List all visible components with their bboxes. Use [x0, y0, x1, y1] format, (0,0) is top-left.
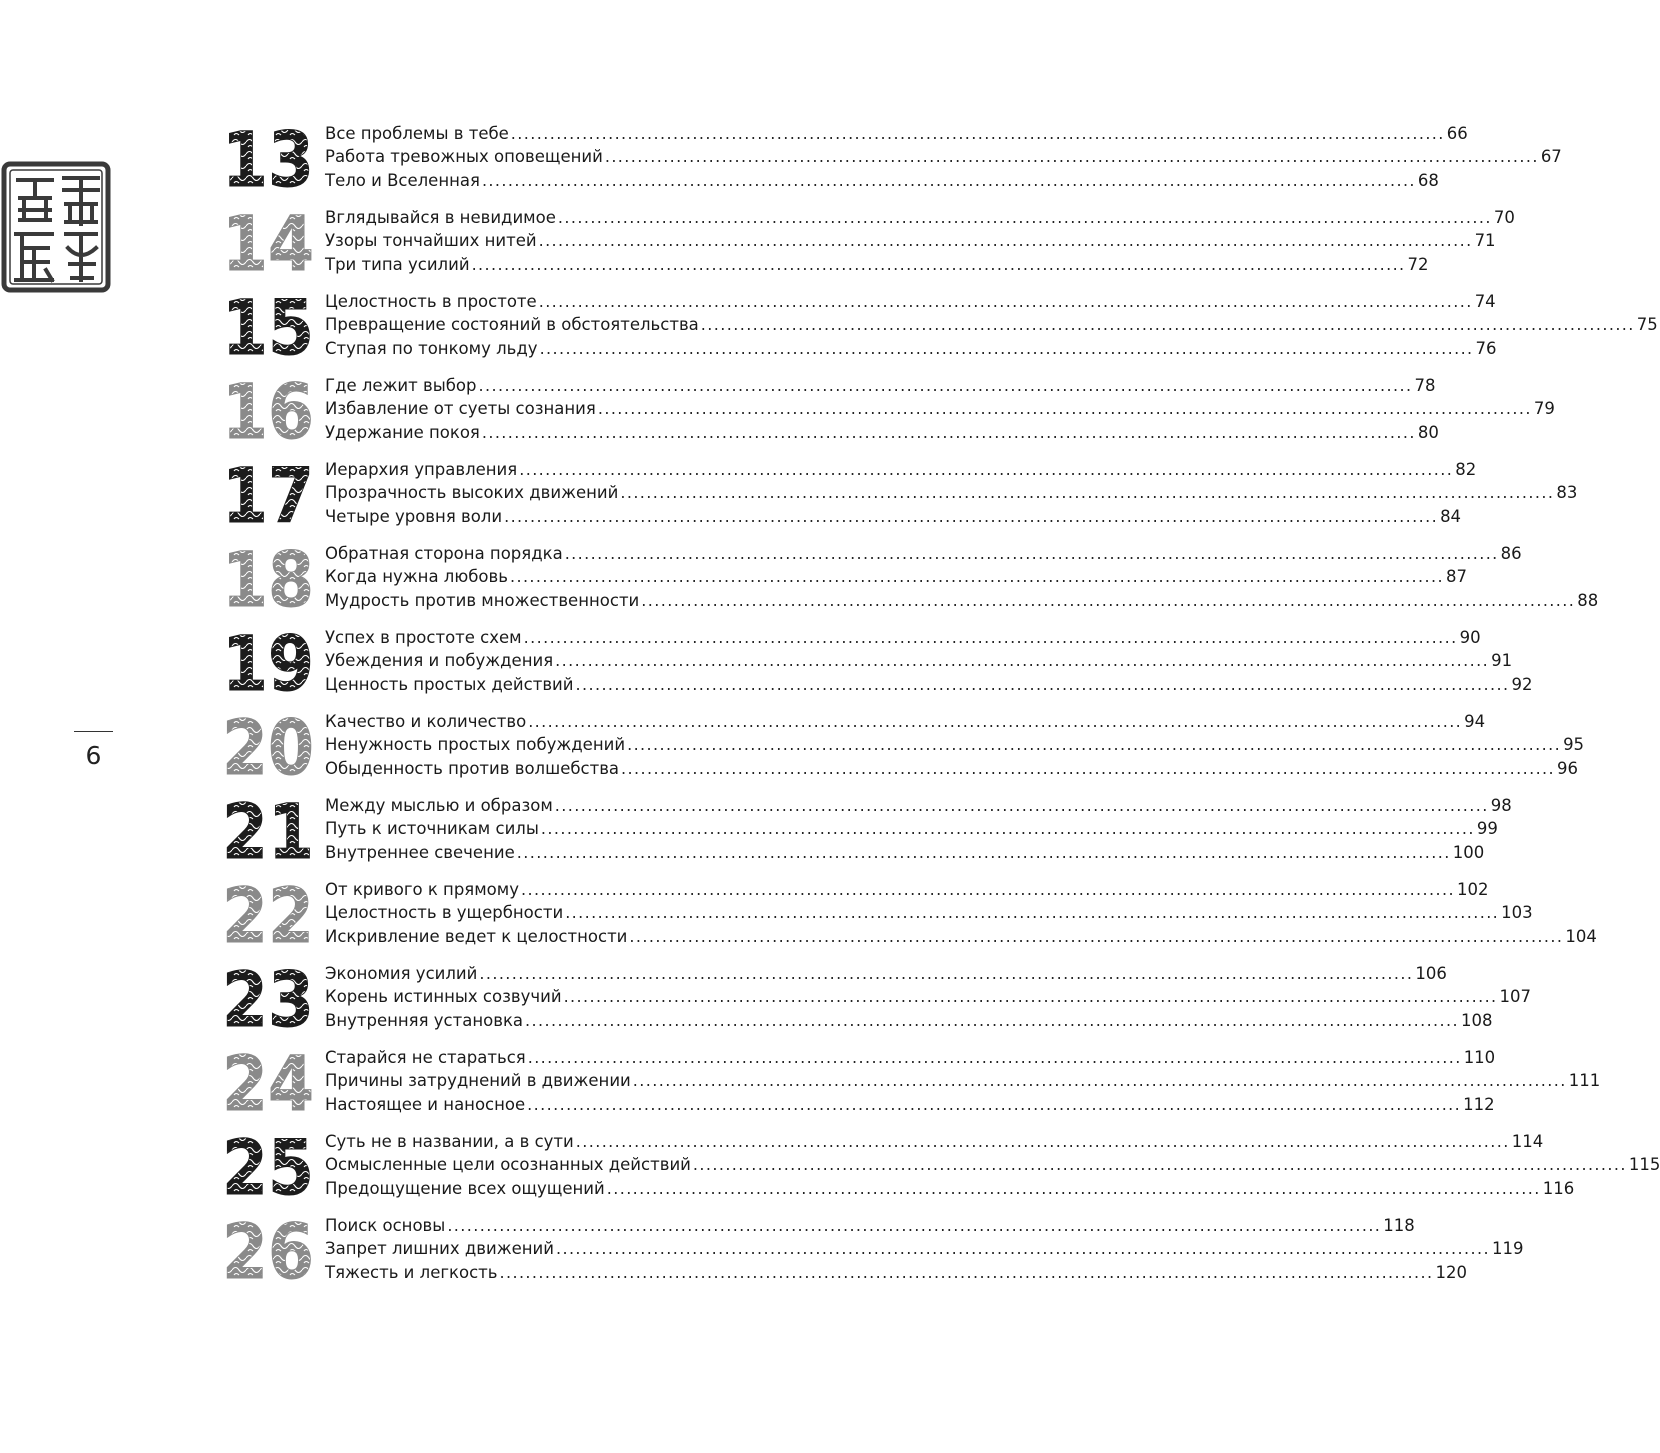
- toc-entry-title: Обыденность против волшебства: [325, 758, 620, 778]
- dot-leader: [521, 878, 1455, 901]
- chapter-entries: [325, 794, 1512, 864]
- chapter-entries: [325, 962, 1532, 1032]
- chapter-number-text: 17: [222, 451, 314, 540]
- toc-entry[interactable]: [325, 374, 1436, 397]
- toc-entry-page: 80: [1417, 422, 1439, 442]
- toc-entry-page: 87: [1445, 567, 1467, 587]
- toc-entry[interactable]: [325, 505, 1462, 528]
- toc-entry[interactable]: [325, 1093, 1495, 1116]
- toc-entry-page: 75: [1636, 315, 1658, 335]
- dot-leader: [641, 589, 1575, 612]
- toc-entry-page: 119: [1491, 1239, 1524, 1259]
- dot-leader: [510, 565, 1444, 588]
- chapter-number-text: 19: [222, 619, 314, 708]
- dot-leader: [621, 757, 1555, 780]
- dot-leader: [555, 649, 1489, 672]
- chapter-block: [218, 1123, 1660, 1212]
- chapter-number: [218, 703, 316, 792]
- toc-entry[interactable]: [325, 337, 1497, 360]
- toc-entry[interactable]: [325, 1009, 1493, 1032]
- toc-entry-page: 99: [1476, 819, 1498, 839]
- toc-entry-title: Тяжесть и легкость: [325, 1262, 498, 1282]
- dot-leader: [539, 290, 1473, 313]
- toc-entry-title: Экономия усилий: [325, 964, 478, 983]
- toc-entry[interactable]: [325, 589, 1599, 612]
- dot-leader: [627, 733, 1561, 756]
- toc-entry-title: Внутренняя установка: [325, 1010, 524, 1030]
- dot-leader: [541, 817, 1475, 840]
- toc-entry-title: Поиск основы: [325, 1216, 446, 1235]
- dot-leader: [511, 122, 1445, 145]
- toc-entry[interactable]: [325, 421, 1439, 444]
- toc-entry-page: 96: [1557, 758, 1579, 778]
- chapter-block: [218, 787, 1512, 876]
- chapter-number: [218, 619, 316, 708]
- toc-entry-title: Осмысленные цели осознанных действий: [325, 1155, 691, 1175]
- toc-entry-title: Обратная сторона порядка: [325, 544, 563, 563]
- toc-entry-page: 83: [1556, 483, 1578, 503]
- chapter-number: [218, 535, 316, 624]
- dot-leader: [605, 145, 1539, 168]
- chapter-number-text: 18: [222, 535, 314, 624]
- toc-entry[interactable]: [325, 1214, 1415, 1237]
- chapter-block: [218, 367, 1555, 456]
- toc-entry-title: Путь к источникам силы: [325, 819, 539, 839]
- toc-entry-title: Прозрачность высоких движений: [325, 483, 619, 503]
- chapter-block: [218, 535, 1599, 624]
- toc-entry-page: 90: [1459, 628, 1481, 647]
- dot-leader: [701, 313, 1635, 336]
- dot-leader: [598, 397, 1532, 420]
- toc-entry-title: Настоящее и наносное: [325, 1094, 526, 1114]
- dot-leader: [524, 626, 1458, 649]
- chapter-block: [218, 703, 1585, 792]
- chapter-number-text: 25: [222, 1123, 314, 1212]
- chapter-number-text: 15: [222, 283, 314, 372]
- toc-entry-title: Ненужность простых побуждений: [325, 735, 626, 755]
- toc-entry-page: 110: [1463, 1048, 1496, 1067]
- toc-entry-page: 78: [1414, 376, 1436, 395]
- toc-entry[interactable]: [325, 169, 1439, 192]
- toc-entry[interactable]: [325, 458, 1477, 481]
- chapter-entries: [325, 458, 1578, 528]
- chapter-number: [218, 955, 316, 1044]
- toc-entry[interactable]: [325, 817, 1498, 840]
- toc-entry[interactable]: [325, 313, 1658, 336]
- toc-entry-title: Целостность в простоте: [325, 292, 537, 311]
- toc-entry[interactable]: [325, 757, 1579, 780]
- toc-entry-page: 91: [1491, 651, 1513, 671]
- chapter-number: [218, 115, 316, 204]
- toc-entry[interactable]: [325, 733, 1585, 756]
- toc-entry-page: 116: [1542, 1178, 1575, 1198]
- dot-leader: [525, 1009, 1459, 1032]
- toc-entry-title: Когда нужна любовь: [325, 567, 508, 587]
- chapter-number-text: 21: [222, 787, 314, 876]
- chapter-entries: [325, 626, 1533, 696]
- toc-entry-page: 114: [1511, 1132, 1544, 1151]
- toc-entry-title: Ступая по тонкому льду: [325, 338, 538, 358]
- toc-entry[interactable]: [325, 1261, 1467, 1284]
- dot-leader: [558, 206, 1492, 229]
- toc-entry-title: Предощущение всех ощущений: [325, 1178, 605, 1198]
- dot-leader: [528, 710, 1462, 733]
- dot-leader: [482, 169, 1416, 192]
- chapter-entries: [325, 206, 1515, 276]
- dot-leader: [482, 421, 1416, 444]
- toc-entry[interactable]: [325, 673, 1533, 696]
- dot-leader: [539, 229, 1473, 252]
- chapter-number: [218, 451, 316, 540]
- chapter-number: [218, 367, 316, 456]
- dot-leader: [565, 542, 1499, 565]
- chapter-entries: [325, 542, 1599, 612]
- toc-entry-page: 103: [1501, 903, 1533, 923]
- toc-entry-title: Три типа усилий: [325, 254, 470, 274]
- dot-leader: [693, 1153, 1627, 1176]
- dot-leader: [540, 337, 1474, 360]
- toc-entry-title: Мудрость против множественности: [325, 590, 640, 610]
- toc-entry-title: Между мыслью и образом: [325, 796, 553, 815]
- toc-entry[interactable]: [325, 878, 1489, 901]
- chapter-block: [218, 1207, 1524, 1296]
- chapter-block: [218, 871, 1597, 960]
- toc-entry-page: 102: [1456, 880, 1489, 899]
- dot-leader: [447, 1214, 1381, 1237]
- chapter-block: [218, 1039, 1601, 1128]
- toc-entry-page: 74: [1474, 292, 1496, 311]
- dot-leader: [620, 481, 1554, 504]
- toc-entry-page: 71: [1474, 231, 1496, 251]
- toc-entry[interactable]: [325, 925, 1597, 948]
- toc-entry-page: 115: [1628, 1155, 1660, 1175]
- chapter-number-text: 23: [222, 955, 314, 1044]
- toc-entry-page: 88: [1577, 590, 1599, 610]
- chapter-entries: [325, 710, 1585, 780]
- toc-entry-page: 104: [1565, 926, 1597, 946]
- dot-leader: [556, 1237, 1490, 1260]
- toc-entry-title: Искривление ведет к целостности: [325, 926, 628, 946]
- toc-entry-title: Работа тревожных оповещений: [325, 147, 603, 167]
- toc-entry-title: Корень истинных созвучий: [325, 987, 562, 1007]
- seal-stamp-icon: [0, 160, 112, 294]
- dot-leader: [472, 253, 1406, 276]
- chapter-entries: [325, 122, 1562, 192]
- toc-entry-page: 84: [1440, 506, 1462, 526]
- toc-entry-title: От кривого к прямому: [325, 880, 519, 899]
- chapter-number: [218, 283, 316, 372]
- toc-entry[interactable]: [325, 145, 1562, 168]
- dot-leader: [633, 1069, 1567, 1092]
- toc-entry[interactable]: [325, 1177, 1575, 1200]
- toc-entry[interactable]: [325, 794, 1512, 817]
- chapter-number: [218, 199, 316, 288]
- toc-entry[interactable]: [325, 1130, 1544, 1153]
- toc-entry-title: Ценность простых действий: [325, 674, 574, 694]
- toc-entry-title: Успех в простоте схем: [325, 628, 522, 647]
- dot-leader: [519, 458, 1453, 481]
- chapter-entries: [325, 1214, 1524, 1284]
- dot-leader: [576, 1130, 1510, 1153]
- chapter-entries: [325, 1046, 1601, 1116]
- toc-entry-title: Где лежит выбор: [325, 376, 477, 395]
- toc-entry-page: 82: [1455, 460, 1477, 479]
- toc-entry-page: 106: [1415, 964, 1447, 983]
- dot-leader: [528, 1046, 1462, 1069]
- chapter-number-text: 16: [222, 367, 314, 456]
- dot-leader: [565, 901, 1499, 924]
- toc-entry[interactable]: [325, 253, 1429, 276]
- toc-entry[interactable]: [325, 985, 1532, 1008]
- toc-entry-page: 72: [1407, 254, 1429, 274]
- toc-entry-page: 66: [1446, 124, 1468, 143]
- chapter-entries: [325, 1130, 1660, 1200]
- chapter-block: [218, 115, 1562, 204]
- toc-entry[interactable]: [325, 229, 1496, 252]
- toc-entry-title: Суть не в названии, а в сути: [325, 1132, 574, 1151]
- chapter-block: [218, 451, 1578, 540]
- dot-leader: [629, 925, 1563, 948]
- toc-entry-title: Вглядывайся в невидимое: [325, 208, 556, 227]
- chapter-entries: [325, 374, 1555, 444]
- chapter-number-text: 20: [222, 703, 314, 792]
- toc-entry-page: 67: [1540, 147, 1562, 167]
- dot-leader: [499, 1261, 1433, 1284]
- chapter-number: [218, 1123, 316, 1212]
- toc-entry[interactable]: [325, 841, 1485, 864]
- toc-entry[interactable]: [325, 481, 1578, 504]
- dot-leader: [479, 962, 1413, 985]
- chapter-entries: [325, 290, 1658, 360]
- toc-entry[interactable]: [325, 206, 1515, 229]
- toc-entry-page: 112: [1463, 1094, 1495, 1114]
- toc-entry-page: 98: [1490, 796, 1512, 815]
- toc-entry-title: Убеждения и побуждения: [325, 651, 554, 671]
- chapter-entries: [325, 878, 1597, 948]
- chapter-block: [218, 199, 1515, 288]
- toc-entry[interactable]: [325, 1153, 1660, 1176]
- dot-leader: [517, 841, 1451, 864]
- toc-entry[interactable]: [325, 962, 1447, 985]
- chapter-number-text: 26: [222, 1207, 314, 1296]
- toc-entry-page: 86: [1500, 544, 1522, 563]
- toc-entry-page: 95: [1563, 735, 1585, 755]
- toc-entry-page: 79: [1533, 399, 1555, 419]
- toc-entry-title: Превращение состояний в обстоятельства: [325, 315, 699, 335]
- chapter-number: [218, 871, 316, 960]
- toc-entry[interactable]: [325, 542, 1522, 565]
- dot-leader: [527, 1093, 1461, 1116]
- toc-entry[interactable]: [325, 626, 1481, 649]
- toc-entry-title: Четыре уровня воли: [325, 506, 503, 526]
- toc-entry[interactable]: [325, 290, 1496, 313]
- toc-entry-title: Качество и количество: [325, 712, 527, 731]
- toc-entry-page: 107: [1499, 987, 1532, 1007]
- toc-entry-title: Причины затруднений в движении: [325, 1071, 631, 1091]
- toc-entry-title: Запрет лишних движений: [325, 1239, 554, 1259]
- chapter-block: [218, 955, 1532, 1044]
- toc-entry-title: Все проблемы в тебе: [325, 124, 509, 143]
- toc-entry-title: Целостность в ущербности: [325, 903, 564, 923]
- page-number-rule: [74, 731, 113, 732]
- chapter-block: [218, 619, 1533, 708]
- toc-entry[interactable]: [325, 397, 1555, 420]
- chapter-number: [218, 787, 316, 876]
- toc-entry-page: 108: [1461, 1010, 1493, 1030]
- toc-entry-page: 76: [1475, 338, 1497, 358]
- chapter-number: [218, 1039, 316, 1128]
- toc-entry[interactable]: [325, 710, 1486, 733]
- dot-leader: [576, 673, 1510, 696]
- dot-leader: [564, 985, 1498, 1008]
- chapter-number-text: 13: [222, 115, 314, 204]
- toc-entry-page: 92: [1511, 674, 1533, 694]
- toc-entry[interactable]: [325, 901, 1533, 924]
- dot-leader: [555, 794, 1489, 817]
- toc-entry-title: Избавление от суеты сознания: [325, 399, 596, 419]
- toc-entry-page: 70: [1493, 208, 1515, 227]
- toc-entry[interactable]: [325, 565, 1467, 588]
- toc-entry-page: 118: [1383, 1216, 1415, 1235]
- toc-entry[interactable]: [325, 1046, 1496, 1069]
- toc-entry-title: Тело и Вселенная: [325, 170, 480, 190]
- dot-leader: [479, 374, 1413, 397]
- toc-entry-title: Иерархия управления: [325, 460, 518, 479]
- toc-entry-title: Узоры тончайших нитей: [325, 231, 537, 251]
- toc-entry-page: 94: [1464, 712, 1486, 731]
- toc-entry-title: Внутреннее свечение: [325, 842, 515, 862]
- toc-entry-page: 68: [1417, 170, 1439, 190]
- toc-entry-page: 100: [1452, 842, 1485, 862]
- dot-leader: [607, 1177, 1541, 1200]
- chapter-number-text: 24: [222, 1039, 314, 1128]
- toc-entry[interactable]: [325, 122, 1468, 145]
- chapter-number: [218, 1207, 316, 1296]
- chapter-block: [218, 283, 1658, 372]
- page-number: 6: [85, 741, 102, 770]
- toc-entry-page: 111: [1568, 1071, 1601, 1091]
- dot-leader: [504, 505, 1438, 528]
- toc-entry[interactable]: [325, 1237, 1524, 1260]
- toc-entry-title: Старайся не стараться: [325, 1048, 526, 1067]
- toc-entry-page: 120: [1435, 1262, 1467, 1282]
- toc-entry-title: Удержание покоя: [325, 422, 480, 442]
- chapter-number-text: 22: [222, 871, 314, 960]
- chapter-number-text: 14: [222, 199, 314, 288]
- toc-entry[interactable]: [325, 1069, 1601, 1092]
- toc-entry[interactable]: [325, 649, 1513, 672]
